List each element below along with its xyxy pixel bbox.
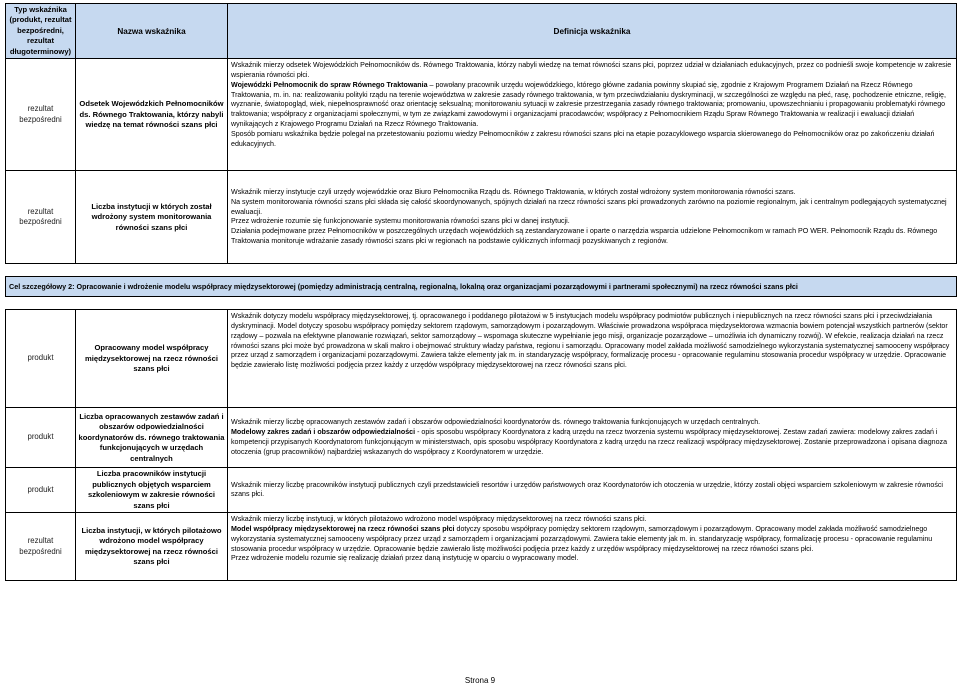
indicator-type: produkt — [6, 310, 76, 408]
term-description: – powołany pracownik urzędu wojewódzkiego, którego główne zadania powinny skupiać się, zgodnie z Krajowym Programem Działań na Rzecz Równego Traktowania, m. in. na: realizowaniu polityki rządu na terenie województwa w zakresie zasady równego traktowania, w tym przeciwdziałaniu dyskryminacji, w szczególności ze względu na płeć, rasę, pochodzenie etniczne, religię, wyznanie, światopogląd, wiek, niepełnosprawność oraz orientację seksualną; monitorowaniu sytuacji w zakresie przestrzegania zasady równego traktowania; promowaniu, upowszechnianiu i propagowaniu problematyki równego traktowania; współpracy z organizacjami społecznymi, w tym ze związkami zawodowymi i organizacjami pracodawców; współpracy z Pełnomocnikiem Rządu Spraw Równego Traktowania w realizacji i ewaluacji działań wynikających z Krajowego Programu Działań na Rzecz Równego Traktowania. — [231, 80, 946, 129]
definition-paragraph: Przez wdrożenie modelu rozumie się realizację działań przez daną instytucję w oparciu o wypracowany model. — [231, 554, 579, 563]
table-row — [6, 310, 957, 408]
table-row — [6, 468, 957, 513]
definition-paragraph: Wskaźnik mierzy liczbę opracowanych zestawów zadań i obszarów odpowiedzialności koordynatorów ds. równego traktowania funkcjonujących w urzędach centralnych. — [231, 418, 761, 427]
goal-row — [6, 277, 957, 297]
indicator-type: produkt — [6, 468, 76, 513]
indicator-definition — [228, 408, 957, 468]
indicator-definition — [228, 59, 957, 171]
header-name: Nazwa wskaźnika — [76, 4, 228, 59]
term-description: - opis sposobu współpracy Koordynatora z kadrą urzędu na rzecz tworzenia systemu współpracy międzysektorowej. Zestaw zadań zawiera: modelowy zakres zadań i kompetencji przypisanych Koordynatorom funkcjonującym w ministerstwach, opis sposobu współpracy Koordynatora z kadrą urzędu na rzecz realizacji współpracy międzysektorowej. Zostanie przeprowadzona i opisana diagnoza otoczenia (grup pracowników) najbardziej wskazanych do współpracy z Koordynatorem w urzędzie. — [231, 428, 948, 456]
indicator-type: produkt — [6, 408, 76, 468]
indicator-type: rezultat bezpośredni — [6, 59, 76, 171]
indicator-name: Liczba instytucji, w których pilotażowo wdrożono model współpracy międzysektorowej na rzecz równości szans płci — [76, 513, 228, 581]
table-row — [6, 408, 957, 468]
term-description: dotyczy sposobu współpracy pomiędzy sektorem rządowym, samorządowym i pozarządowym. Opracowany model zakłada możliwość samodzielnego wykorzystania systematycznej samooceny współpracy przez urząd z samorządem i organizacjami pozarządowymi. Zawiera takie elementy jak m. in. standaryzację współpracy, formalizację procesu - opracowanie regulaminu stosowania procedur współpracy w urzędzie. Opracowanie będzie zawierało listę możliwości podjęcia przez każdy z urzędów współpracy międzysektorowej na rzecz równości szans płci. — [231, 525, 933, 553]
indicator-definition — [228, 513, 957, 581]
bold-term: Wojewódzki Pełnomocnik do spraw Równego Traktowania — [231, 80, 428, 89]
definition-paragraph: Na system monitorowania równości szans płci składa się całość skoordynowanych, spójnych działań na rzecz równości szans płci prowadzonych zarówno na poziomie regionalnym, jak i centralnym podlegających systematycznej ewaluacji. — [231, 197, 947, 216]
definition-paragraph: Wskaźnik mierzy odsetek Wojewódzkich Pełnomocników ds. Równego Traktowania, którzy nabyli wiedzę na temat równości szans płci, poprzez udział w działaniach edukacyjnych, przez co podnieśli swoje kompetencje w zakresie wspierania równości płci. — [231, 61, 952, 80]
definition-paragraph: Wskaźnik mierzy instytucje czyli urzędy wojewódzkie oraz Biuro Pełnomocnika Rządu ds. Równego Traktowania, w których został wdrożony system monitorowania równości szans. — [231, 188, 796, 196]
spacer-row — [6, 264, 957, 277]
table-row — [6, 171, 957, 264]
indicators-table — [5, 3, 957, 581]
definition-paragraph: Sposób pomiaru wskaźnika będzie polegał na przetestowaniu poziomu wiedzy Pełnomocników z zakresu równości szans płci na etapie pozacyklowego wsparcia skierowanego do Pełnomocników oraz po zakończeniu działań edukacyjnych. — [231, 129, 935, 148]
indicator-definition: Wskaźnik mierzy liczbę pracowników instytucji publicznych czyli przedstawicieli resortów i urzędów państwowych oraz Koordynatorów ich otoczenia w urzędzie, którzy zostali objęci wsparciem szkoleniowym w zakresie równości szans płci. — [228, 468, 957, 513]
indicator-name: Liczba opracowanych zestawów zadań i obszarów odpowiedzialności koordynatorów ds. równego traktowania funkcjonujących w urzędach centralnych — [76, 408, 228, 468]
bold-term: Modelowy zakres zadań i obszarów odpowiedzialności — [231, 428, 416, 437]
header-row — [6, 4, 957, 59]
definition-paragraph — [231, 525, 953, 554]
indicator-type: rezultat bezpośredni — [6, 171, 76, 264]
definition-paragraph — [231, 81, 953, 130]
definition-paragraph: Przez wdrożenie rozumie się funkcjonowanie systemu monitorowania równości szans płci w danej instytucji. — [231, 217, 570, 226]
indicator-name: Odsetek Wojewódzkich Pełnomocników ds. Równego Traktowania, którzy nabyli wiedzę na temat równości szans płci — [76, 59, 228, 171]
bold-term: Model współpracy międzysektorowej na rzecz równości szans płci — [231, 525, 455, 533]
indicator-type: rezultat bezpośredni — [6, 513, 76, 581]
definition-paragraph: Działania podejmowane przez Pełnomocników w poszczególnych urzędach wojewódzkich są zestandaryzowane i oparte o narzędzia wsparcia udzielone Pełnomocnikom w ramach PO WER. Pełnomocnik Rządu ds. Równego Traktowania monitoruje wdrażanie zasady równości szans płci w regionach na podstawie cyklicznych informacji pozyskiwanych z regionów. — [231, 227, 938, 245]
table-row — [6, 59, 957, 171]
spacer-row — [6, 297, 957, 310]
page-number: Strona 9 — [464, 676, 496, 685]
indicator-name: Liczba pracowników instytucji publicznych objętych wsparciem szkoleniowym w zakresie równości szans płci — [76, 468, 228, 513]
header-type: Typ wskaźnika (produkt, rezultat bezpośredni, rezultat długoterminowy) — [6, 4, 76, 59]
indicator-definition — [228, 171, 957, 264]
definition-paragraph: Wskaźnik mierzy liczbę instytucji, w których pilotażowo wdrożono model współpracy międzysektorowej na rzecz równości szans płci. — [231, 515, 647, 524]
table-row — [6, 513, 957, 581]
goal-heading: Cel szczegółowy 2: Opracowanie i wdrożenie modelu współpracy międzysektorowej (pomiędzy administracją centralną, regionalną, lokalną oraz organizacjami pozarządowymi i partnerami społecznymi) na rzecz równości szans płci — [6, 277, 957, 297]
indicator-name: Liczba instytucji w których został wdrożony system monitorowania równości szans płci — [76, 171, 228, 264]
indicator-name: Opracowany model współpracy międzysektorowej na rzecz równości szans płci — [76, 310, 228, 408]
indicator-definition: Wskaźnik dotyczy modelu współpracy międzysektorowej, tj. opracowanego i poddanego pilotażowi w 5 instytucjach modelu współpracy podmiotów publicznych i niepublicznych na rzecz równości szans płci i przeciwdziałania dyskryminacji. Model dotyczy sposobu współpracy pomiędzy sektorem rządowym, samorządowym i pozarządowym. Właściwie prowadzona współpraca międzysektorowa wzmacnia bowiem potencjał wszystkich partnerów (sektor rządowy – pozwala na efektywne planowanie rozwiązań, sektor samorządowy – wspomaga skuteczne wypełnianie jego misji, organizacje pozarządowe – umożliwia ich dynamiczny rozwój). W efekcie, realizacja działań na rzecz równości szans płci może być prowadzona w skali makro i obejmować struktury władzy państwa, regionu i samorządu. Opracowany model zakłada możliwość samodzielnego wykorzystania systematycznej samooceny współpracy przez urząd z samorządem i organizacjami pozarządowymi. Zawiera także elementy jak m. in standaryzację współpracy, formalizację procesu - opracowanie regulaminu stosowania procedur współpracy w urzędzie. Opracowanie będzie zawierało listę możliwości podjęcia przez każdy z urzędów współpracy międzysektorowej na rzecz równości szans płci. — [228, 310, 957, 408]
definition-paragraph — [231, 428, 953, 457]
header-definition: Definicja wskaźnika — [228, 4, 957, 59]
